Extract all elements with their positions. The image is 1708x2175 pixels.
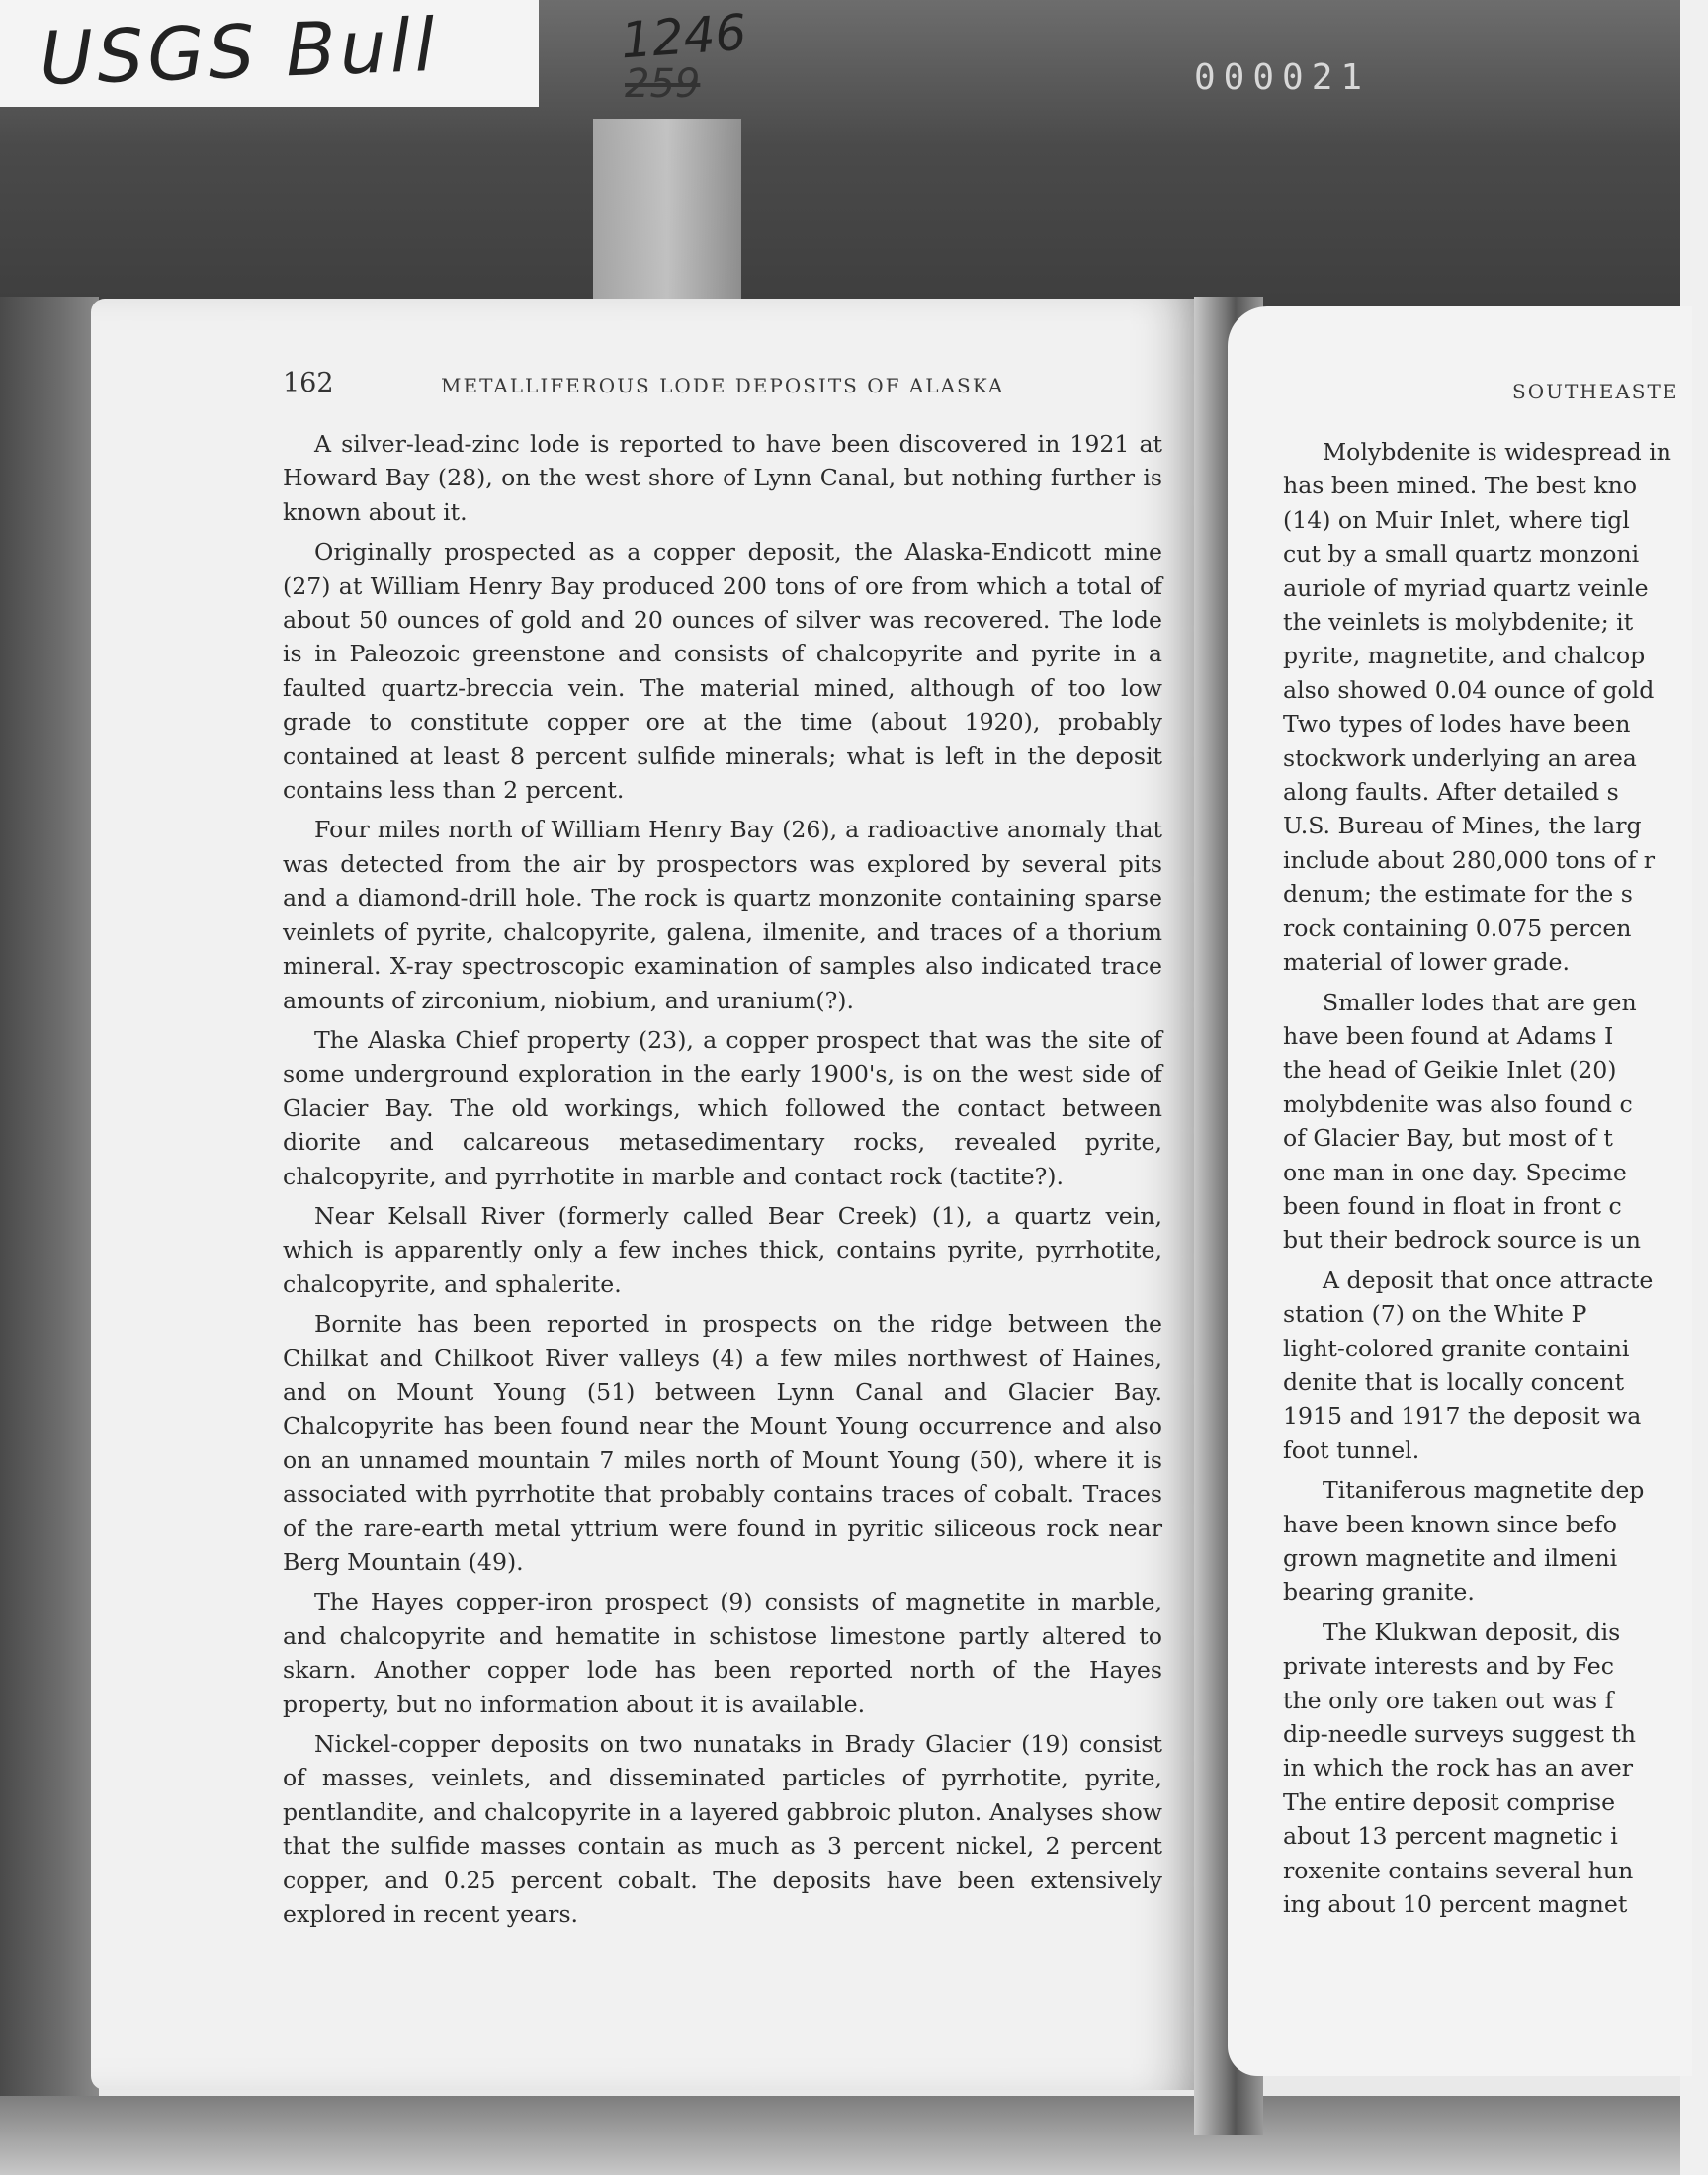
text-line: been found in float in front c [1283,1191,1622,1220]
paragraph: Originally prospected as a copper deposit, the Alaska-Endicott mine (27) at William Henry Bay produced 200 tons of ore from which a total of about 50 ounces of gold and 20 ounces of silver was recovered. The lode is in Paleozoic greenstone and consists of chalcopyrite and pyrite in a faulted quartz-breccia vein. The material mined, although of too low grade to constitute copper ore at the time (about 1920), probably contained at least 8 percent sulfide minerals; what is left in the deposit contains less than 2 percent. [283,538,1162,805]
text-line: grown magnetite and ilmeni [1283,1544,1618,1572]
text-line: roxenite contains several hun [1283,1856,1634,1884]
text-line: auriole of myriad quartz veinle [1283,573,1649,602]
text-line: light-colored granite containi [1283,1334,1630,1362]
text-line: has been mined. The best kno [1283,472,1638,500]
paragraph: The Hayes copper-iron prospect (9) consists of magnetite in marble, and chalcopyrite and hematite in schistose limestone partly altered to skarn. Another copper lode has been reported north of the Hayes property, but no information about it is available. [283,1588,1162,1718]
paragraph: The Alaska Chief property (23), a copper prospect that was the site of some underground exploration in the early 1900's, is on the west side of Glacier Bay. The old workings, which followed the contact between diorite and calcareous metasedimentary rocks, revealed pyrite, chalcopyrite, and pyrrhotite in marble and contact rock (tactite?). [283,1025,1162,1190]
text-line: along faults. After detailed s [1283,778,1619,807]
text-line: the veinlets is molybdenite; it [1283,608,1634,637]
handwritten-bulletin-number: 1246 [619,3,749,70]
text-line: Titaniferous magnetite dep [1323,1476,1645,1505]
running-head-title: METALLIFEROUS LODE DEPOSITS OF ALASKA [441,374,1005,397]
left-page-body [283,427,1162,1937]
text-line: molybdenite was also found c [1283,1089,1633,1118]
text-line: cut by a small quartz monzoni [1283,540,1640,568]
text-line: in which the rock has an aver [1283,1754,1633,1783]
paragraph: Near Kelsall River (formerly called Bear Creek) (1), a quartz vein, which is apparently only a few inches thick, contains pyrite, pyrrhotite, chalcopyrite, and sphalerite. [283,1201,1162,1298]
text-line: U.S. Bureau of Mines, the larg [1283,812,1642,840]
text-line: the only ore taken out was f [1283,1686,1614,1714]
text-line: rock containing 0.075 percen [1283,914,1632,942]
text-line: the head of Geikie Inlet (20) [1283,1056,1617,1085]
text-line: (14) on Muir Inlet, where tigl [1283,505,1630,534]
paragraph: Bornite has been reported in prospects on the ridge between the Chilkat and Chilkoot River valleys (4) a few miles northwest of Haines, and on Mount Young (51) between Lynn Canal and Glacier Bay. Chalcopyrite has been found near the Mount Young occurrence and also on an unnamed mountain 7 miles north of Mount Young (50), where it is associated with pyrrhotite that probably contains traces of cobalt. Traces of the rare-earth metal yttrium were found in pyritic siliceous rock near Berg Mountain (49). [283,1310,1162,1576]
text-line: but their bedrock source is un [1283,1226,1641,1255]
text-line: foot tunnel. [1283,1436,1420,1464]
text-line: The Klukwan deposit, dis [1323,1617,1621,1646]
text-line: material of lower grade. [1283,948,1570,977]
text-line: have been found at Adams I [1283,1021,1614,1050]
binding-strip [593,119,741,316]
text-line: A deposit that once attracte [1323,1265,1654,1294]
text-line: ing about 10 percent magnet [1283,1890,1628,1919]
text-line: Smaller lodes that are gen [1323,988,1637,1016]
text-line: bearing granite. [1283,1578,1475,1607]
text-line: one man in one day. Specime [1283,1158,1627,1186]
paragraph: A silver-lead-zinc lode is reported to have been discovered in 1921 at Howard Bay (28), on the west shore of Lynn Canal, but nothing further is known about it. [283,430,1162,526]
text-line: pyrite, magnetite, and chalcop [1283,642,1646,670]
text-line: Two types of lodes have been [1283,710,1631,739]
paragraph: Four miles north of William Henry Bay (26), a radioactive anomaly that was detected from the air by prospectors was explored by several pits and a diamond-drill hole. The rock is quartz monzonite containing sparse veinlets of pyrite, chalcopyrite, galena, ilmenite, and traces of a thorium mineral. X-ray spectroscopic examination of samples also indicated trace amounts of zirconium, niobium, and uranium(?). [283,816,1162,1014]
text-line: denite that is locally concent [1283,1367,1625,1396]
right-page-body [1283,435,1680,1977]
text-line: The entire deposit comprise [1283,1787,1616,1816]
left-running-head [283,368,1172,403]
handwritten-label: USGS Bull [38,2,441,103]
page-number: 162 [283,368,334,398]
text-line: Molybdenite is widespread in [1323,438,1671,466]
text-line: include about 280,000 tons of r [1283,845,1656,874]
text-line: 1915 and 1917 the deposit wa [1283,1402,1642,1431]
text-line: stockwork underlying an area [1283,743,1637,772]
text-line: private interests and by Fec [1283,1652,1614,1681]
text-line: also showed 0.04 ounce of gold [1283,675,1655,704]
scan-background-left [0,297,99,2175]
scan-stamp-id: 000021 [1194,57,1371,98]
scan-background-bottom [0,2096,1708,2175]
right-running-head: SOUTHEASTE [1512,380,1679,403]
text-line: about 13 percent magnetic i [1283,1822,1618,1851]
struck-out-number: 259 [625,61,701,107]
text-line: of Glacier Bay, but most of t [1283,1124,1613,1153]
paragraph: Nickel-copper deposits on two nunataks in Brady Glacier (19) consist of masses, veinlets, and disseminated particles of pyrrhotite, pyrite, pentlandite, and chalcopyrite in a layered gabbroic pluton. Analyses show that the sulfide masses contain as much as 3 percent nickel, 2 percent copper, and 0.25 percent cobalt. The deposits have been extensively explored in recent years. [283,1730,1162,1929]
text-line: denum; the estimate for the s [1283,880,1633,909]
text-line: station (7) on the White P [1283,1300,1587,1329]
text-line: dip-needle surveys suggest th [1283,1720,1637,1749]
text-line: have been known since befo [1283,1510,1617,1538]
